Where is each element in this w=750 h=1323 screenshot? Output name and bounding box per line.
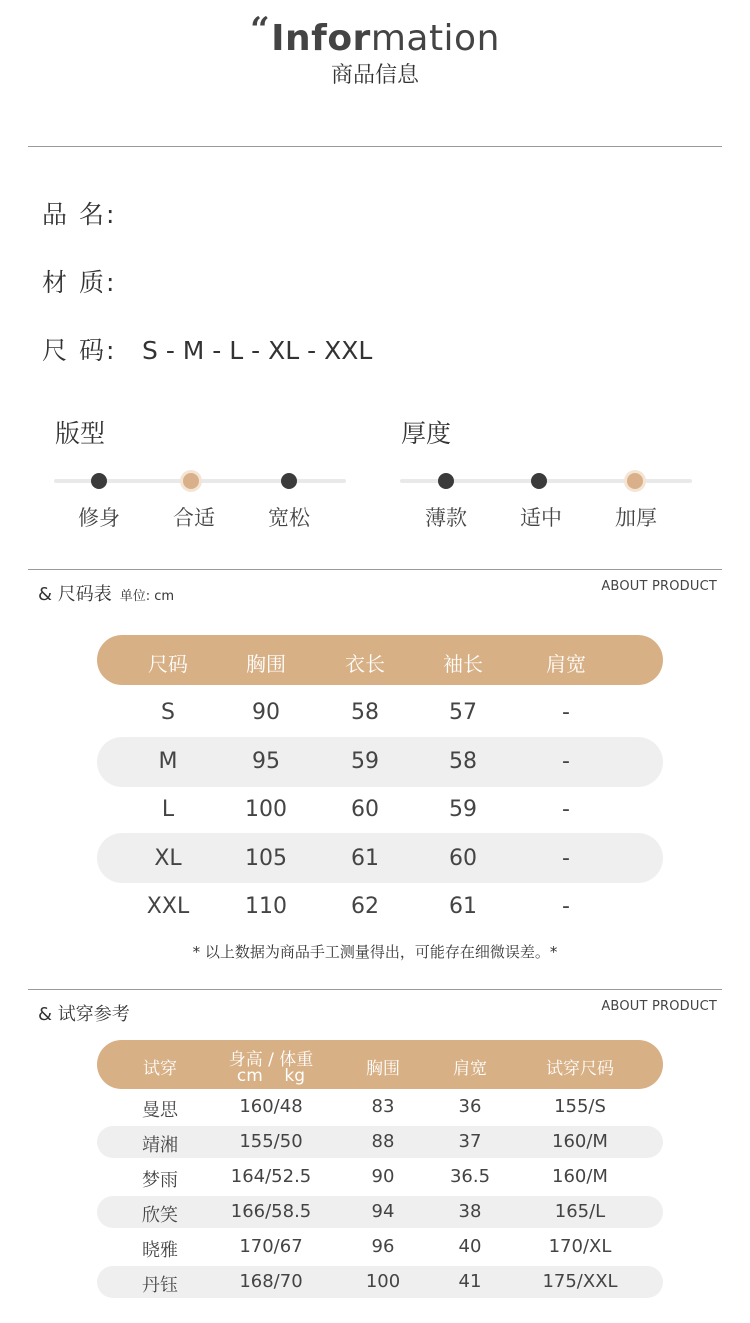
try-on-cell: 晓雅 (142, 1240, 178, 1261)
page-subtitle: 商品信息 (330, 63, 419, 88)
try-on-cell: 164/52.5 (230, 1166, 312, 1187)
size-table-cell: 60 (351, 797, 379, 822)
material-row (42, 263, 142, 299)
measurement-note: * 以上数据为商品手工测量得出，可能存在细微误差。* (192, 943, 558, 961)
fit-option-slim: 修身 (78, 506, 120, 530)
try-on-cell: 40 (458, 1236, 482, 1257)
fit-title: 版型 (55, 419, 106, 448)
try-on-header-cell: 身高 / 体重 (228, 1050, 314, 1070)
try-on-cell: 170/XL (548, 1236, 612, 1257)
fit-option-regular: 合适 (173, 506, 215, 530)
size-table-cell: 58 (449, 748, 477, 774)
fit-dot-regular (183, 473, 199, 489)
try-on-cell: 90 (371, 1166, 395, 1187)
thickness-option-thin: 薄款 (425, 506, 467, 530)
divider (28, 569, 722, 570)
try-on-cell: 165/L (554, 1201, 606, 1222)
try-on-header-cell: 试穿 (143, 1059, 177, 1079)
try-on-header-cell: 肩宽 (453, 1059, 487, 1079)
try-on-title: & 试穿参考 (38, 1004, 130, 1025)
try-on-cell: 37 (458, 1131, 482, 1152)
try-on-cell: 155/S (554, 1096, 606, 1117)
size-table-header-cell: 肩宽 (546, 652, 586, 676)
try-on-cell: 曼思 (142, 1100, 178, 1121)
try-on-cell: 175/XXL (542, 1271, 618, 1292)
fit-option-loose: 宽松 (268, 506, 310, 530)
size-table-cell: - (562, 797, 570, 822)
try-on-cell: 96 (371, 1236, 395, 1257)
size-chart-title: & 尺码表 单位: cm (38, 584, 175, 605)
try-on-cell: 38 (458, 1201, 482, 1222)
size-table-cell: 62 (351, 894, 379, 919)
try-on-cell: 梦雨 (142, 1170, 178, 1191)
page-title: “Information (250, 10, 500, 59)
size-table-header-cell: 衣长 (345, 652, 385, 676)
try-on-cell: 36 (458, 1096, 482, 1117)
title-rest: mation (370, 18, 500, 59)
size-table-cell: - (562, 894, 570, 919)
try-on-cell: 41 (458, 1271, 482, 1292)
try-on-header-units: cm kg (236, 1066, 306, 1086)
thickness-dot-thick (627, 473, 643, 489)
fit-dot-loose (281, 473, 297, 489)
try-on-about: ABOUT PRODUCT (601, 999, 717, 1014)
size-table-cell: 57 (449, 700, 477, 725)
size-table-cell: 59 (351, 748, 379, 774)
size-table-cell: 58 (351, 700, 379, 725)
try-on-header-cell: 试穿尺码 (546, 1059, 614, 1079)
size-table-cell: 60 (449, 845, 477, 871)
size-table-header-cell: 袖长 (443, 652, 483, 676)
size-chart-about: ABOUT PRODUCT (601, 579, 717, 594)
try-on-cell: 83 (371, 1096, 395, 1117)
size-table-cell: - (562, 700, 570, 725)
size-row (42, 331, 372, 367)
size-chart-unit: 单位: cm (119, 589, 175, 604)
try-on-cell: 155/50 (239, 1131, 303, 1152)
title-bold: Infor (271, 18, 371, 59)
size-label: 尺 码: (42, 336, 117, 365)
size-table-cell: - (562, 845, 570, 871)
try-on-cell: 100 (365, 1271, 401, 1292)
fit-dot-slim (91, 473, 107, 489)
size-table-cell: S (161, 700, 175, 725)
try-on-header-cell: 胸围 (366, 1059, 400, 1079)
size-table-cell: 61 (449, 894, 477, 919)
size-table-header-cell: 胸围 (246, 652, 286, 676)
size-table-cell: 95 (252, 748, 280, 774)
size-table-cell: 61 (351, 845, 379, 871)
size-table-header-cell: 尺码 (148, 652, 188, 676)
size-table-cell: 59 (449, 797, 477, 822)
material-label: 材 质: (42, 268, 117, 297)
product-name-label: 品 名: (42, 200, 117, 229)
try-on-cell: 88 (371, 1131, 395, 1152)
thickness-title: 厚度 (401, 419, 452, 448)
thickness-option-thick: 加厚 (615, 506, 657, 530)
try-on-cell: 160/M (552, 1166, 608, 1187)
size-table-cell: XL (154, 845, 182, 871)
divider (28, 989, 722, 990)
try-on-cell: 丹钰 (142, 1275, 178, 1296)
try-on-cell: 170/67 (239, 1236, 303, 1257)
divider (28, 146, 722, 147)
size-table-cell: 105 (245, 845, 287, 871)
try-on-cell: 靖湘 (142, 1135, 178, 1156)
try-on-cell: 欣笑 (142, 1205, 178, 1226)
try-on-cell: 160/48 (239, 1096, 303, 1117)
size-table-cell: - (562, 748, 570, 774)
try-on-cell: 94 (371, 1201, 395, 1222)
try-on-cell: 168/70 (239, 1271, 303, 1292)
size-table-cell: 90 (252, 700, 280, 725)
try-on-cell: 166/58.5 (230, 1201, 312, 1222)
size-table-cell: 100 (245, 797, 287, 822)
size-table-cell: 110 (245, 894, 287, 919)
thickness-dot-thin (438, 473, 454, 489)
thickness-option-medium: 适中 (520, 506, 562, 530)
try-on-cell: 160/M (552, 1131, 608, 1152)
size-table-cell: L (161, 797, 175, 822)
size-value: S - M - L - XL - XXL (142, 336, 373, 365)
product-name-row (42, 195, 142, 231)
try-on-cell: 36.5 (449, 1166, 491, 1187)
thickness-dot-medium (531, 473, 547, 489)
size-table-cell: M (158, 748, 178, 774)
size-table-cell: XXL (146, 894, 190, 919)
